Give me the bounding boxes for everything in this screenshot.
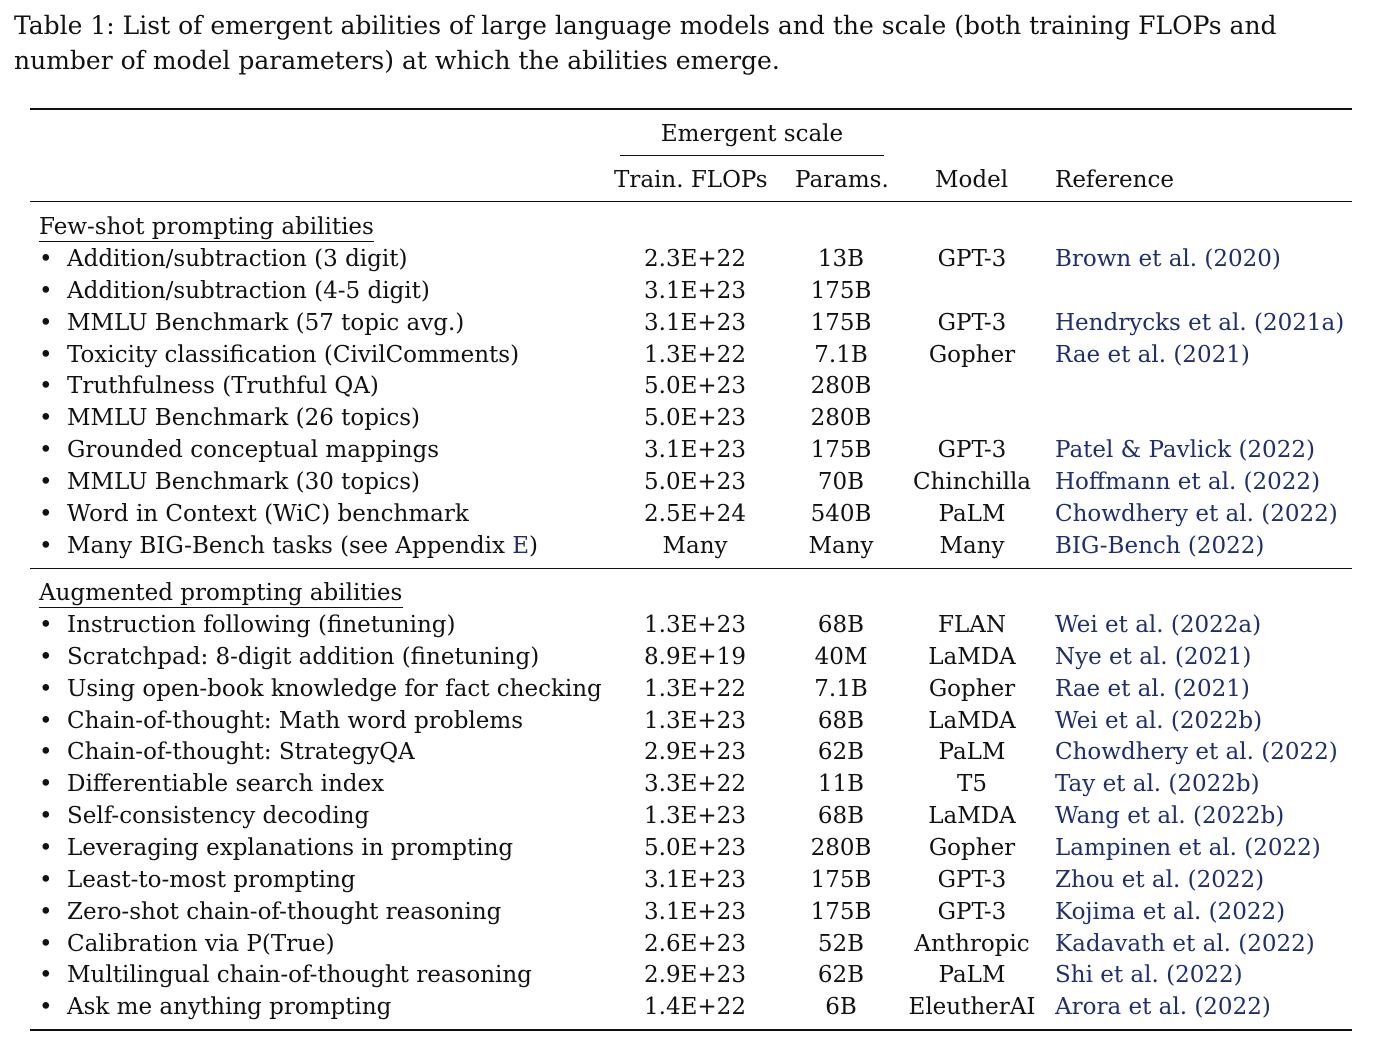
- bullet-icon: •: [39, 835, 53, 861]
- table-row-ability: [39, 243, 609, 275]
- ability-label: Multilingual chain-of-thought reasoning: [67, 962, 532, 988]
- params-cell: Many: [808, 533, 874, 559]
- params-cell: 280B: [810, 405, 872, 431]
- reference-link[interactable]: Wei et al. (2022a): [1055, 612, 1262, 638]
- train-flops-cell: 5.0E+23: [644, 373, 746, 399]
- table-row-ability: [39, 339, 609, 371]
- train-flops-cell: 2.5E+24: [644, 501, 746, 527]
- train-flops-cell: 1.3E+23: [644, 612, 746, 638]
- model-cell: T5: [957, 771, 987, 797]
- table-row-ability: [39, 434, 609, 466]
- model-cell: FLAN: [938, 612, 1006, 638]
- model-cell: LaMDA: [928, 803, 1016, 829]
- ability-label: Grounded conceptual mappings: [67, 437, 440, 463]
- params-cell: 40M: [814, 644, 868, 670]
- reference-link[interactable]: Chowdhery et al. (2022): [1055, 501, 1338, 527]
- model-cell: Gopher: [928, 342, 1016, 368]
- train-flops-cell: 5.0E+23: [644, 835, 746, 861]
- model-cell: LaMDA: [928, 708, 1016, 734]
- table-row-ability: [39, 800, 609, 832]
- reference-link[interactable]: Chowdhery et al. (2022): [1055, 739, 1338, 765]
- params-cell: 175B: [810, 867, 872, 893]
- model-cell: Gopher: [928, 676, 1016, 702]
- train-flops-cell: 3.1E+23: [644, 437, 746, 463]
- table-row-ability: [39, 673, 609, 705]
- reference-link[interactable]: Wei et al. (2022b): [1055, 708, 1263, 734]
- ability-label: Leveraging explanations in prompting: [67, 835, 514, 861]
- bullet-icon: •: [39, 437, 53, 463]
- reference-link: [1055, 402, 1355, 434]
- train-flops-cell: 5.0E+23: [644, 405, 746, 431]
- ability-label: Addition/subtraction (3 digit): [67, 246, 408, 272]
- train-flops-cell: Many: [662, 533, 728, 559]
- train-flops-cell: 3.1E+23: [644, 278, 746, 304]
- ability-label: Self-consistency decoding: [67, 803, 370, 829]
- bottom-rule: [30, 1029, 1352, 1031]
- table-row-ability: [39, 370, 609, 402]
- params-cell: 175B: [810, 437, 872, 463]
- table-row-ability: [39, 736, 609, 768]
- bullet-icon: •: [39, 342, 53, 368]
- params-cell: 62B: [817, 962, 865, 988]
- params-cell: 52B: [817, 931, 865, 957]
- table-row-ability: [39, 991, 609, 1023]
- bullet-icon: •: [39, 469, 53, 495]
- model-cell: GPT-3: [937, 310, 1007, 336]
- ability-label: Truthfulness (Truthful QA): [67, 373, 379, 399]
- reference-link[interactable]: Hendrycks et al. (2021a): [1055, 310, 1345, 336]
- model-cell: GPT-3: [937, 246, 1007, 272]
- ability-label: Least-to-most prompting: [67, 867, 356, 893]
- ability-label: Differentiable search index: [67, 771, 385, 797]
- model-cell: GPT-3: [937, 899, 1007, 925]
- model-cell: GPT-3: [937, 437, 1007, 463]
- reference-link[interactable]: Arora et al. (2022): [1055, 994, 1271, 1020]
- bullet-icon: •: [39, 310, 53, 336]
- table-row-ability: [39, 864, 609, 896]
- emergent-scale-header: Emergent scale: [660, 121, 844, 147]
- ability-label: MMLU Benchmark (30 topics): [67, 469, 420, 495]
- ability-label: Addition/subtraction (4-5 digit): [67, 278, 430, 304]
- header-reference: Reference: [1055, 167, 1174, 193]
- table-row-ability: [39, 609, 609, 641]
- table-row-ability: [39, 832, 609, 864]
- reference-link[interactable]: Patel & Pavlick (2022): [1055, 437, 1315, 463]
- model-cell: Gopher: [928, 835, 1016, 861]
- header-params: Params.: [795, 167, 889, 193]
- model-cell: [906, 370, 1038, 402]
- section-divider: [30, 568, 1352, 569]
- train-flops-cell: 5.0E+23: [644, 469, 746, 495]
- section-title: Few-shot prompting abilities: [39, 214, 374, 240]
- reference-link[interactable]: Nye et al. (2021): [1055, 644, 1252, 670]
- train-flops-cell: 1.3E+23: [644, 708, 746, 734]
- emergent-scale-rule: [620, 155, 884, 156]
- top-rule: [30, 108, 1352, 110]
- params-cell: 7.1B: [814, 342, 868, 368]
- params-cell: 540B: [810, 501, 872, 527]
- bullet-icon: •: [39, 246, 53, 272]
- bullet-icon: •: [39, 803, 53, 829]
- bullet-icon: •: [39, 899, 53, 925]
- train-flops-cell: 1.3E+22: [644, 676, 746, 702]
- model-cell: [906, 275, 1038, 307]
- train-flops-cell: 3.3E+22: [644, 771, 746, 797]
- ability-label: Calibration via P(True): [67, 931, 335, 957]
- ability-label: Word in Context (WiC) benchmark: [67, 501, 469, 527]
- model-cell: PaLM: [938, 739, 1006, 765]
- section-underline: [39, 607, 403, 608]
- reference-link[interactable]: Brown et al. (2020): [1055, 246, 1281, 272]
- ability-label: MMLU Benchmark (26 topics): [67, 405, 420, 431]
- table-row-ability: [39, 896, 609, 928]
- reference-link[interactable]: Lampinen et al. (2022): [1055, 835, 1321, 861]
- params-cell: 175B: [810, 899, 872, 925]
- ability-label: Chain-of-thought: StrategyQA: [67, 739, 415, 765]
- ability-label: Scratchpad: 8-digit addition (finetuning): [67, 644, 540, 670]
- params-cell: 62B: [817, 739, 865, 765]
- ability-label: Chain-of-thought: Math word problems: [67, 708, 523, 734]
- reference-link[interactable]: BIG-Bench (2022): [1055, 533, 1265, 559]
- params-cell: 13B: [817, 246, 865, 272]
- table-row-ability: [39, 307, 609, 339]
- reference-link[interactable]: Hoffmann et al. (2022): [1055, 469, 1321, 495]
- reference-link[interactable]: Rae et al. (2021): [1055, 676, 1250, 702]
- section-underline: [39, 241, 374, 242]
- table-row-ability: [39, 275, 609, 307]
- bullet-icon: •: [39, 405, 53, 431]
- model-cell: Chinchilla: [912, 469, 1032, 495]
- params-cell: 68B: [817, 803, 865, 829]
- bullet-icon: •: [39, 278, 53, 304]
- train-flops-cell: 8.9E+19: [644, 644, 746, 670]
- ability-label: Zero-shot chain-of-thought reasoning: [67, 899, 502, 925]
- table-row-ability: [39, 641, 609, 673]
- bullet-icon: •: [39, 644, 53, 670]
- header-rule: [30, 201, 1352, 202]
- table-row-ability: [39, 498, 609, 530]
- appendix-link[interactable]: E: [512, 533, 530, 559]
- params-cell: 68B: [817, 708, 865, 734]
- model-cell: GPT-3: [937, 867, 1007, 893]
- params-cell: 70B: [817, 469, 865, 495]
- ability-label-tail: ): [529, 533, 539, 559]
- train-flops-cell: 1.4E+22: [644, 994, 746, 1020]
- model-cell: PaLM: [938, 962, 1006, 988]
- model-cell: Anthropic: [914, 931, 1030, 957]
- bullet-icon: •: [39, 994, 53, 1020]
- ability-label: Instruction following (finetuning): [67, 612, 456, 638]
- bullet-icon: •: [39, 771, 53, 797]
- train-flops-cell: 2.9E+23: [644, 962, 746, 988]
- params-cell: 6B: [825, 994, 857, 1020]
- bullet-icon: •: [39, 612, 53, 638]
- train-flops-cell: 3.1E+23: [644, 310, 746, 336]
- train-flops-cell: 3.1E+23: [644, 899, 746, 925]
- table-row-ability: [39, 959, 609, 991]
- params-cell: 7.1B: [814, 676, 868, 702]
- params-cell: 175B: [810, 310, 872, 336]
- model-cell: EleutherAI: [908, 994, 1036, 1020]
- train-flops-cell: 3.1E+23: [644, 867, 746, 893]
- reference-link[interactable]: Kadavath et al. (2022): [1055, 931, 1315, 957]
- reference-link[interactable]: Tay et al. (2022b): [1055, 771, 1260, 797]
- reference-link[interactable]: Zhou et al. (2022): [1055, 867, 1265, 893]
- ability-label: Ask me anything prompting: [67, 994, 392, 1020]
- ability-label: Many BIG-Bench tasks (see Appendix: [67, 533, 513, 559]
- train-flops-cell: 2.6E+23: [644, 931, 746, 957]
- bullet-icon: •: [39, 867, 53, 893]
- table-row-ability: [39, 705, 609, 737]
- header-train-flops: Train. FLOPs: [614, 167, 768, 193]
- params-cell: 280B: [810, 835, 872, 861]
- params-cell: 11B: [817, 771, 865, 797]
- reference-link: [1055, 275, 1355, 307]
- train-flops-cell: 1.3E+23: [644, 803, 746, 829]
- header-model: Model: [935, 167, 1009, 193]
- section-title: Augmented prompting abilities: [39, 580, 403, 606]
- table-row-ability: [39, 928, 609, 960]
- bullet-icon: •: [39, 708, 53, 734]
- params-cell: 68B: [817, 612, 865, 638]
- bullet-icon: •: [39, 501, 53, 527]
- table-row-ability: [39, 466, 609, 498]
- table-row-ability: [39, 530, 609, 562]
- ability-label: Toxicity classification (CivilComments): [67, 342, 520, 368]
- model-cell: [906, 402, 1038, 434]
- train-flops-cell: 2.3E+22: [644, 246, 746, 272]
- bullet-icon: •: [39, 962, 53, 988]
- params-cell: 280B: [810, 373, 872, 399]
- reference-link[interactable]: Rae et al. (2021): [1055, 342, 1250, 368]
- bullet-icon: •: [39, 931, 53, 957]
- params-cell: 175B: [810, 278, 872, 304]
- model-cell: Many: [939, 533, 1005, 559]
- train-flops-cell: 2.9E+23: [644, 739, 746, 765]
- bullet-icon: •: [39, 676, 53, 702]
- bullet-icon: •: [39, 533, 53, 559]
- ability-label: MMLU Benchmark (57 topic avg.): [67, 310, 465, 336]
- reference-link[interactable]: Kojima et al. (2022): [1055, 899, 1286, 925]
- bullet-icon: •: [39, 739, 53, 765]
- table-caption: Table 1: List of emergent abilities of large language models and the scale (both training FLOPs and number of model parameters) at which the abilities emerge.: [14, 11, 1277, 75]
- ability-label: Using open-book knowledge for fact checking: [67, 676, 602, 702]
- model-cell: PaLM: [938, 501, 1006, 527]
- bullet-icon: •: [39, 373, 53, 399]
- reference-link[interactable]: Wang et al. (2022b): [1055, 803, 1285, 829]
- table-row-ability: [39, 402, 609, 434]
- reference-link[interactable]: Shi et al. (2022): [1055, 962, 1243, 988]
- train-flops-cell: 1.3E+22: [644, 342, 746, 368]
- reference-link: [1055, 370, 1355, 402]
- table-row-ability: [39, 768, 609, 800]
- model-cell: LaMDA: [928, 644, 1016, 670]
